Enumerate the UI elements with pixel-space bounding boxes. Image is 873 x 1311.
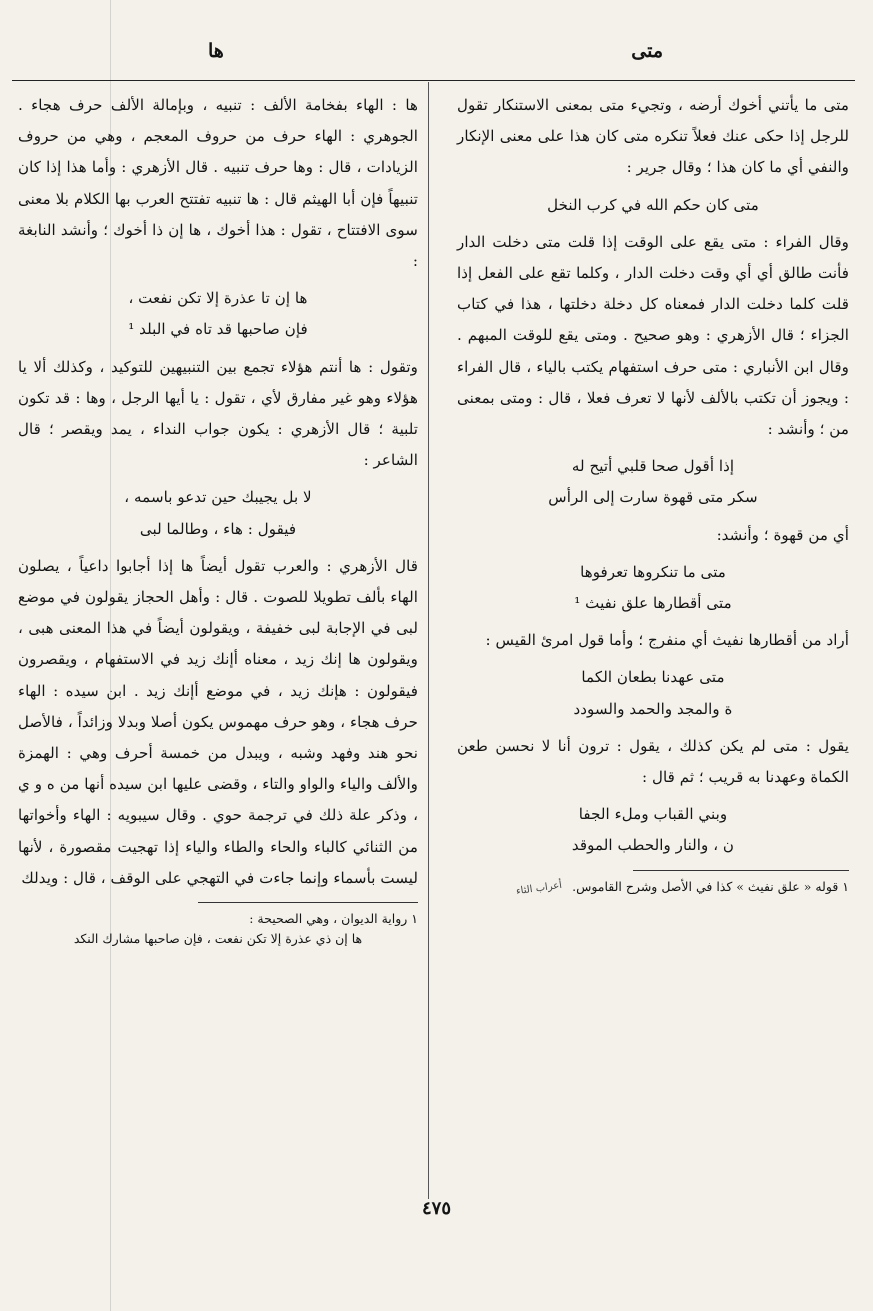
right-verse-5 <box>457 799 849 861</box>
verse-line: متى ما تنكروها تعرفوها <box>580 562 726 581</box>
footnote-rule <box>633 870 849 871</box>
left-paragraph-2: وتقول : ها أنتم هؤلاء تجمع بين التنبيهين للتوكيد ، وكذلك ألا يا هؤلاء وهو غير مفارق لأي ، تقول : يا أيها الرجل ، وها : قد تكون تلبية ؛ قال الأزهري : يكون جواب النداء ، يمد ويقصر ؛ قال الشاعر : <box>18 357 418 470</box>
right-verse-3 <box>457 557 849 619</box>
verse-line: ن ، والنار والحطب الموقد <box>571 836 735 855</box>
verse-line: سكر متى قهوة سارت إلى الرأس <box>548 488 758 507</box>
verse-line: فيقول : هاء ، وطالما لبى <box>139 519 297 538</box>
footnote-text: ١ قوله « علق نفيث » كذا في الأصل وشرح القاموس. <box>572 878 849 894</box>
footnote-rule <box>198 902 418 903</box>
left-footnote-verse: ها إن ذي عذرة إلا تكن نفعت ، فإن صاحبها مشارك النكد <box>73 931 363 947</box>
left-column <box>18 90 418 949</box>
right-paragraph-1: متى ما يأتني أخوك أرضه ، وتجيء متى بمعنى الاستنكار تقول للرجل إذا حكى عنك فعلاً تنكره متى كان هذا على معنى الإنكار والنفي أي ما كان هذا ؛ وقال جرير : <box>457 96 849 177</box>
header-entry-right: متى <box>631 40 663 62</box>
verse-line: ة والمجد والحمد والسودد <box>573 699 733 718</box>
right-footnote <box>457 877 849 899</box>
right-verse-2 <box>457 451 849 513</box>
left-verse-1 <box>18 283 418 345</box>
right-paragraph-3: أي من قهوة ؛ وأنشد: <box>716 525 849 544</box>
left-footnote: ١ رواية الديوان ، وهي الصحيحة : <box>249 911 418 927</box>
verse-line: إذا أقول صحا قلبي أتيح له <box>571 457 735 476</box>
right-paragraph-5: يقول : متى لم يكن كذلك ، يقول : ترون أنا لا نحسن طعن الكماة وعهدنا به قريب ؛ ثم قال : <box>457 736 849 787</box>
page-number: ٤٧٥ <box>421 1198 451 1219</box>
verse-line: ها إن تا عذرة إلا تكن نفعت ، <box>128 289 308 308</box>
left-paragraph-1: ها : الهاء بفخامة الألف : تنبيه ، وبإمالة الألف حرف هجاء . الجوهري : الهاء حرف من حروف المعجم ، وهي من حروف الزيادات ، قال : وها حرف تنبيه . قال الأزهري : وأما هذا إذا كان تنبيهاً فإن أبا الهيثم قال : ها تنبيه تفتتح العرب بها الكلام بلا معنى سوى الافتتاح ، تقول : هذا أخوك ، ها إن ذا أخوك ؛ وأنشد النابغة : <box>18 96 418 271</box>
left-verse-2 <box>18 482 418 544</box>
handwritten-margin-note: أعراب الثاء <box>515 879 563 897</box>
right-column <box>457 90 849 899</box>
right-verse-1: متى كان حكم الله في كرب النخل <box>547 195 759 214</box>
verse-line: متى أقطارها علق نفيث ¹ <box>574 594 732 613</box>
verse-line: فإن صاحبها قد تاه في البلد ¹ <box>128 320 308 339</box>
verse-line: متى عهدنا بطعان الكما <box>581 668 725 687</box>
left-paragraph-3: قال الأزهري : والعرب تقول أيضاً ها إذا أجابوا داعياً ، يصلون الهاء بألف تطويلا للصوت . قال : وأهل الحجاز يقولون في موضع لبى في الإجابة لبى خفيفة ، ويقولون أيضاً في هذا المعنى هبى ، ويقولون ها إنك زيد ، معناه أإنك زيد في الاستفهام ، ويقصرون فيقولون : هإنك زيد ، في موضع أإنك زيد . ابن سيده : الهاء حرف هجاء ، وهو حرف مهموس يكون أصلا وبدلا وزائداً ، فالأصل نحو هند وفهد وشبه ، ويبدل من خمسة أحرف وهي : الهمزة والألف والياء والواو والتاء ، وقضى عليها ابن سيده أنها من ه و ي ، وذكر علة ذلك في ترجمة حوي . وقال سيبويه : الهاء وأخواتها من الثنائي كالباء والحاء والطاء والياء إذا تهجيت مقصورة ، لأنها ليست بأسماء وإنما جاءت في التهجي على الوقف ، قال : ويدلك <box>18 556 418 887</box>
header-rule <box>12 80 855 81</box>
verse-line: لا بل يجيبك حين تدعو باسمه ، <box>124 488 312 507</box>
verse-line: وبني القباب وملء الجفا <box>578 805 728 824</box>
right-verse-4 <box>457 662 849 724</box>
right-paragraph-4: أراد من أقطارها نفيث أي منفرج ؛ وأما قول امرئ القيس : <box>485 631 849 650</box>
column-divider <box>428 82 429 1199</box>
header-entry-left: ها <box>208 40 224 62</box>
right-paragraph-2: وقال الفراء : متى يقع على الوقت إذا قلت متى دخلت الدار فأنت طالق أي أي وقت دخلت الدار ، وكلما تقع على الفعل إذا قلت كلما دخلت الدار فمعناه كل دخلة دخلتها ، هذا في كتاب الجزاء ؛ قال الأزهري : وهو صحيح . ومتى يقع للوقت المبهم . وقال ابن الأنباري : متى حرف استفهام يكتب بالياء ، قال الفراء : ويجوز أن تكتب بالألف لأنها لا تعرف فعلا ، قال : ومتى بمعنى من ؛ وأنشد : <box>457 232 849 439</box>
